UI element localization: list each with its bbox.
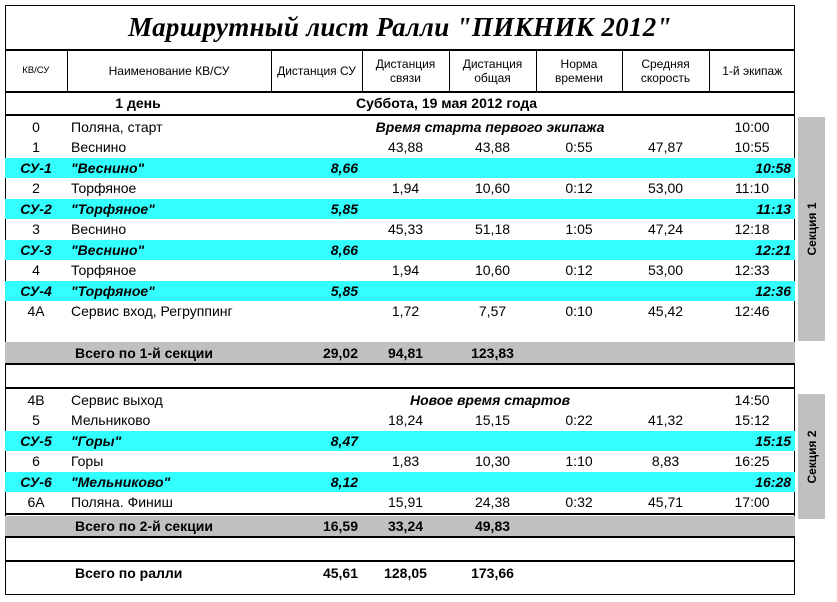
day-row bbox=[5, 93, 795, 115]
row-crew: 12:21 bbox=[709, 240, 795, 261]
section-1-total-distance: 123,83 bbox=[449, 342, 536, 364]
route-table bbox=[5, 93, 795, 583]
row-link: 15,91 bbox=[387, 494, 424, 511]
row-crew: 17:00 bbox=[734, 494, 770, 511]
row-name: Торфяное bbox=[71, 262, 137, 279]
row-name: "Мельниково" bbox=[67, 472, 271, 493]
row-total bbox=[449, 472, 536, 493]
row-crew: 10:58 bbox=[709, 158, 795, 179]
section-1-total-empty bbox=[536, 342, 795, 364]
grand-total-label: Всего по ралли bbox=[75, 564, 183, 581]
row-total: 10,30 bbox=[474, 453, 511, 470]
row-name: Торфяное bbox=[71, 180, 137, 197]
row-speed bbox=[622, 281, 709, 302]
row-speed bbox=[622, 199, 709, 220]
row-total: 10,60 bbox=[474, 262, 511, 279]
row-note: Время старта первого экипажа bbox=[375, 118, 605, 135]
stage-row bbox=[5, 240, 795, 261]
row-speed: 45,71 bbox=[648, 494, 684, 511]
row-kv: 6 bbox=[32, 453, 40, 470]
row-su bbox=[271, 301, 362, 322]
row-su bbox=[271, 451, 362, 472]
row-kv: 4А bbox=[27, 303, 45, 320]
row-su: 8,12 bbox=[271, 472, 362, 493]
row-link: 43,88 bbox=[387, 139, 424, 156]
row-speed: 53,00 bbox=[648, 262, 684, 279]
row-norm: 1:10 bbox=[565, 453, 593, 470]
row-link bbox=[362, 431, 449, 452]
row-speed bbox=[622, 240, 709, 261]
row-link: 45,33 bbox=[387, 221, 424, 238]
blank-row bbox=[5, 322, 795, 343]
row-total: 24,38 bbox=[474, 494, 511, 511]
row-kv: СУ-6 bbox=[5, 472, 67, 493]
row-crew: 12:46 bbox=[734, 303, 770, 320]
column-header-first-crew: 1-й экипаж bbox=[709, 51, 795, 91]
row-speed bbox=[622, 158, 709, 179]
row-kv: 0 bbox=[32, 118, 40, 135]
section-2-total-empty bbox=[536, 516, 795, 538]
blank-row bbox=[5, 366, 795, 388]
row-crew: 11:13 bbox=[709, 199, 795, 220]
section-1-total-link: 94,81 bbox=[362, 342, 449, 364]
checkpoint-row bbox=[5, 390, 795, 411]
row-total: 51,18 bbox=[474, 221, 511, 238]
day-label: 1 день bbox=[115, 95, 161, 112]
row-kv: 2 bbox=[32, 180, 40, 197]
stage-row bbox=[5, 472, 795, 493]
checkpoint-row bbox=[5, 451, 795, 472]
row-su bbox=[271, 137, 362, 158]
row-name: Сервис выход bbox=[71, 391, 163, 408]
row-link bbox=[362, 281, 449, 302]
blank-cell bbox=[5, 539, 795, 561]
row-total: 10,60 bbox=[474, 180, 511, 197]
checkpoint-row bbox=[5, 492, 795, 514]
row-speed: 53,00 bbox=[648, 180, 684, 197]
row-crew: 12:18 bbox=[734, 221, 770, 238]
row-kv: 5 bbox=[32, 412, 40, 429]
row-link: 1,94 bbox=[391, 180, 420, 197]
row-speed bbox=[622, 472, 709, 493]
row-name: "Веснино" bbox=[67, 158, 271, 179]
row-link: 18,24 bbox=[387, 412, 424, 429]
row-su bbox=[271, 260, 362, 281]
section-1-label: Секция 1 bbox=[804, 202, 819, 256]
row-kv: 4В bbox=[27, 391, 45, 408]
grand-total-empty bbox=[536, 563, 795, 584]
column-header-avg-speed: Средняя скорость bbox=[622, 51, 709, 91]
row-norm bbox=[536, 281, 622, 302]
checkpoint-row bbox=[5, 219, 795, 240]
row-crew: 12:33 bbox=[734, 262, 770, 279]
sheet-title: Маршрутный лист Ралли "ПИКНИК 2012" bbox=[128, 11, 672, 42]
row-kv: СУ-1 bbox=[5, 158, 67, 179]
section-1-tab bbox=[797, 117, 825, 341]
section-2-tab bbox=[797, 394, 825, 519]
grand-total-row bbox=[5, 563, 795, 584]
row-name: "Торфяное" bbox=[67, 281, 271, 302]
column-header-link-distance: Дистанция связи bbox=[362, 51, 449, 91]
row-su bbox=[271, 492, 362, 514]
row-norm bbox=[536, 472, 622, 493]
row-kv: 4 bbox=[32, 262, 40, 279]
row-total bbox=[449, 431, 536, 452]
row-crew: 15:15 bbox=[709, 431, 795, 452]
row-su bbox=[271, 410, 362, 431]
row-kv: 3 bbox=[32, 221, 40, 238]
row-kv: СУ-4 bbox=[5, 281, 67, 302]
row-name: Сервис вход, Регруппинг bbox=[71, 303, 233, 320]
row-total: 43,88 bbox=[474, 139, 511, 156]
day-date: Суббота, 19 мая 2012 года bbox=[356, 95, 538, 112]
row-name: Поляна, старт bbox=[71, 118, 163, 135]
row-crew: 16:28 bbox=[709, 472, 795, 493]
row-norm bbox=[536, 240, 622, 261]
column-header-su-distance: Дистанция СУ bbox=[271, 51, 362, 91]
row-speed: 8,83 bbox=[651, 453, 680, 470]
row-name: Веснино bbox=[71, 139, 127, 156]
grand-total-su: 45,61 bbox=[322, 564, 359, 581]
column-header-kv: КВ/СУ bbox=[22, 65, 50, 76]
checkpoint-row bbox=[5, 137, 795, 158]
row-norm bbox=[536, 199, 622, 220]
row-norm: 0:22 bbox=[565, 412, 593, 429]
row-su: 8,66 bbox=[271, 240, 362, 261]
row-name: "Горы" bbox=[67, 431, 271, 452]
row-speed: 47,24 bbox=[648, 221, 684, 238]
section-2-total-link: 33,24 bbox=[362, 516, 449, 538]
row-su: 8,66 bbox=[271, 158, 362, 179]
row-crew: 11:10 bbox=[735, 180, 770, 197]
row-speed: 45,42 bbox=[648, 303, 684, 320]
row-kv: СУ-5 bbox=[5, 431, 67, 452]
row-speed: 41,32 bbox=[648, 412, 684, 429]
column-header-time-norm: Норма времени bbox=[536, 51, 622, 91]
row-link bbox=[362, 472, 449, 493]
row-link bbox=[362, 158, 449, 179]
row-norm: 1:05 bbox=[565, 221, 593, 238]
section-2-label: Секция 2 bbox=[804, 429, 819, 484]
row-norm: 0:55 bbox=[565, 139, 593, 156]
row-su: 5,85 bbox=[271, 281, 362, 302]
row-total bbox=[449, 281, 536, 302]
section-1-total-row bbox=[5, 342, 795, 364]
row-su bbox=[271, 178, 362, 199]
section-2-total-distance: 49,83 bbox=[449, 516, 536, 538]
row-total bbox=[449, 158, 536, 179]
day-empty bbox=[622, 93, 795, 115]
row-total: 15,15 bbox=[474, 412, 511, 429]
row-total bbox=[449, 199, 536, 220]
row-crew: 15:12 bbox=[734, 412, 770, 429]
column-header-total-distance: Дистанция общая bbox=[449, 51, 536, 91]
row-kv: СУ-2 bbox=[5, 199, 67, 220]
row-link bbox=[362, 199, 449, 220]
blank-cell bbox=[5, 322, 795, 343]
row-name: Мельниково bbox=[71, 412, 151, 429]
row-note: Новое время стартов bbox=[409, 391, 571, 408]
row-su bbox=[271, 219, 362, 240]
checkpoint-row bbox=[5, 178, 795, 199]
row-name: Веснино bbox=[71, 221, 127, 238]
section-1-total-su: 29,02 bbox=[271, 342, 362, 364]
section-2-total-su: 16,59 bbox=[271, 516, 362, 538]
row-crew-time: 14:50 bbox=[734, 391, 770, 408]
row-total bbox=[449, 240, 536, 261]
row-total: 7,57 bbox=[478, 303, 507, 320]
row-speed: 47,87 bbox=[648, 139, 684, 156]
row-link: 1,83 bbox=[391, 453, 420, 470]
section-2-total-row bbox=[5, 516, 795, 538]
row-su: 5,85 bbox=[271, 199, 362, 220]
row-name: "Веснино" bbox=[67, 240, 271, 261]
row-crew: 10:55 bbox=[734, 139, 770, 156]
checkpoint-row bbox=[5, 301, 795, 322]
row-kv: 6А bbox=[27, 494, 45, 511]
checkpoint-row bbox=[5, 410, 795, 431]
row-link: 1,72 bbox=[391, 303, 420, 320]
blank-row bbox=[5, 539, 795, 561]
row-norm: 0:12 bbox=[565, 262, 593, 279]
section-2-total-label: Всего по 2-й секции bbox=[5, 516, 271, 538]
row-kv: 1 bbox=[32, 139, 40, 156]
stage-row bbox=[5, 281, 795, 302]
row-norm: 0:12 bbox=[565, 180, 593, 197]
column-header-name: Наименование КВ/СУ bbox=[67, 51, 271, 91]
stage-row bbox=[5, 431, 795, 452]
grand-total-link: 128,05 bbox=[384, 564, 427, 581]
row-norm: 0:10 bbox=[565, 303, 593, 320]
row-norm: 0:32 bbox=[565, 494, 593, 511]
stage-row bbox=[5, 199, 795, 220]
row-name: Поляна. Финиш bbox=[71, 494, 173, 511]
checkpoint-row bbox=[5, 260, 795, 281]
row-speed bbox=[622, 431, 709, 452]
row-crew: 12:36 bbox=[709, 281, 795, 302]
row-crew-time: 10:00 bbox=[734, 118, 770, 135]
checkpoint-row bbox=[5, 117, 795, 138]
row-norm bbox=[536, 431, 622, 452]
row-norm bbox=[536, 158, 622, 179]
row-kv: СУ-3 bbox=[5, 240, 67, 261]
row-name: "Торфяное" bbox=[67, 199, 271, 220]
stage-row bbox=[5, 158, 795, 179]
row-name: Горы bbox=[71, 453, 104, 470]
blank-cell bbox=[5, 366, 795, 388]
row-link: 1,94 bbox=[391, 262, 420, 279]
section-1-total-label: Всего по 1-й секции bbox=[5, 342, 271, 364]
row-link bbox=[362, 240, 449, 261]
column-header-row bbox=[5, 51, 795, 91]
row-su: 8,47 bbox=[271, 431, 362, 452]
grand-total-distance: 173,66 bbox=[471, 564, 514, 581]
row-crew: 16:25 bbox=[734, 453, 770, 470]
